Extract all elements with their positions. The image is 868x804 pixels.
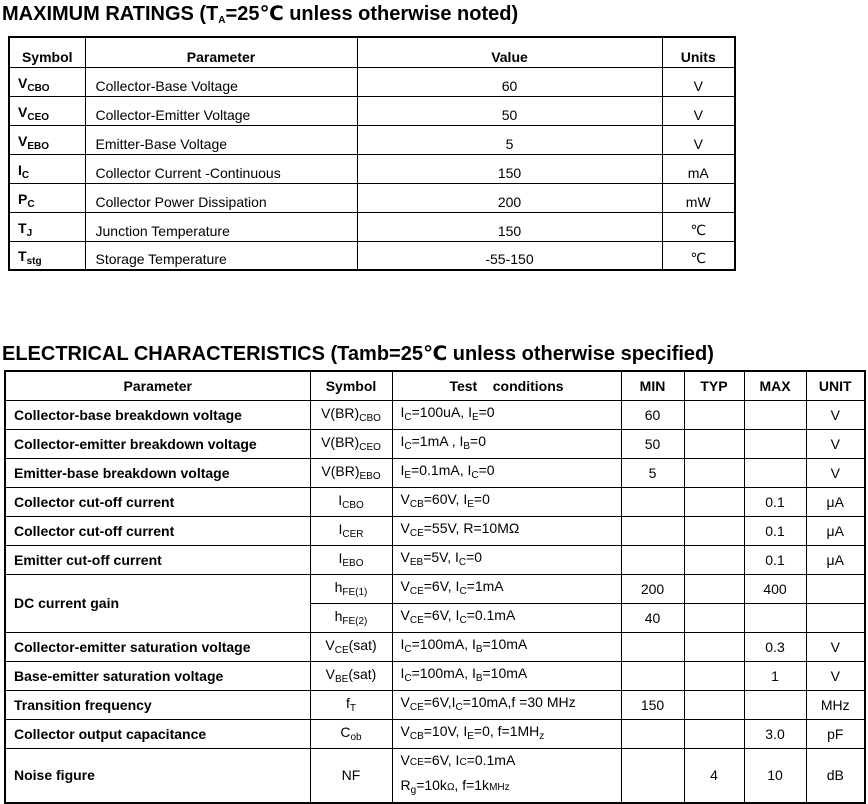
parameter-cell: Collector-Base Voltage [85,67,357,96]
units-cell: V [662,96,735,125]
symbol-cell: $C_{ob}$ [310,719,392,748]
value-cell: 150 [357,212,662,241]
unit-cell: μA [806,545,865,574]
symbol-cell: $T_J$ [9,212,85,241]
max-cell: 10 [744,748,806,803]
conditions-cell: $I_E=0.1mA$, $I_C=0$ [392,458,621,487]
conditions-cell: $V_{CE}=6V,I_C=10mA,f =30$ MHz [392,690,621,719]
conditions-cell: $I_C=100mA$, $I_B=10mA$ [392,661,621,690]
symbol-cell: NF [310,748,392,803]
conditions-cell: $V_{CE}=6V$, $I_C=0.1mA$ [392,603,621,632]
value-header: Value [357,37,662,67]
value-cell: -55-150 [357,241,662,270]
conditions-header: Test conditions [392,371,621,400]
typ-cell: 4 [684,748,744,803]
typ-cell [684,690,744,719]
min-cell [621,487,684,516]
max-header: MAX [744,371,806,400]
conditions-cell: $I_C=100mA$, $I_B=10mA$ [392,632,621,661]
max-cell [744,603,806,632]
table-row [5,400,865,429]
typ-cell [684,545,744,574]
unit-cell [806,603,865,632]
conditions-cell: $I_C=1mA$ , $I_B=0$ [392,429,621,458]
symbol-cell: $V_{CBO}$ [9,67,85,96]
typ-cell [684,487,744,516]
typ-cell [684,661,744,690]
table-row [9,212,735,241]
table-header-row [9,37,735,67]
parameter-cell: Emitter cut-off current [5,545,310,574]
table-row [5,458,865,487]
parameter-cell: Collector-emitter breakdown voltage [5,429,310,458]
parameter-cell: Collector-base breakdown voltage [5,400,310,429]
parameter-cell: Collector output capacitance [5,719,310,748]
symbol-cell: $P_C$ [9,183,85,212]
unit-cell: V [806,400,865,429]
typ-cell [684,603,744,632]
parameter-cell: Collector Power Dissipation [85,183,357,212]
parameter-header: Parameter [5,371,310,400]
typ-header: TYP [684,371,744,400]
max-cell [744,690,806,719]
units-header: Units [662,37,735,67]
table-row [5,545,865,574]
typ-cell [684,516,744,545]
parameter-cell: Transition frequency [5,690,310,719]
table-row [5,661,865,690]
min-cell: 150 [621,690,684,719]
symbol-cell: $V_{EBO}$ [9,125,85,154]
symbol-cell: $I_{EBO}$ [310,545,392,574]
min-cell: 50 [621,429,684,458]
min-cell [621,719,684,748]
symbol-cell: $V_{CE}(sat)$ [310,632,392,661]
symbol-cell: $V(BR)_{CBO}$ [310,400,392,429]
parameter-cell: Storage Temperature [85,241,357,270]
table-row [5,487,865,516]
unit-cell: V [806,429,865,458]
units-cell: ℃ [662,212,735,241]
parameter-cell: Emitter-Base Voltage [85,125,357,154]
max-cell [744,429,806,458]
unit-cell: V [806,458,865,487]
conditions-cell: $I_C=100uA$, $I_E=0$ [392,400,621,429]
min-cell [621,545,684,574]
symbol-cell: $h_{FE(2)}$ [310,603,392,632]
table-header-row [5,371,865,400]
min-cell: 60 [621,400,684,429]
parameter-cell: Collector cut-off current [5,487,310,516]
min-cell [621,516,684,545]
unit-cell: pF [806,719,865,748]
max-cell: 400 [744,574,806,603]
conditions-cell: $V_{CB}=10V$, $I_E=0$, $f=1MH_z$ [392,719,621,748]
symbol-cell: $h_{FE(1)}$ [310,574,392,603]
parameter-header: Parameter [85,37,357,67]
conditions-cell: $V_{EB}=5V$, $I_C=0$ [392,545,621,574]
units-cell: mA [662,154,735,183]
table-row [5,574,865,603]
min-cell [621,748,684,803]
max-cell: 0.1 [744,487,806,516]
table-row [9,154,735,183]
typ-cell [684,574,744,603]
table-row [5,516,865,545]
units-cell: ℃ [662,241,735,270]
table-row [9,96,735,125]
parameter-cell: DC current gain [5,574,310,632]
symbol-header: Symbol [9,37,85,67]
units-cell: mW [662,183,735,212]
parameter-cell: Collector-Emitter Voltage [85,96,357,125]
unit-header: UNIT [806,371,865,400]
min-cell: 200 [621,574,684,603]
symbol-cell: $I_{CBO}$ [310,487,392,516]
parameter-cell: Emitter-base breakdown voltage [5,458,310,487]
max-ratings-title: MAXIMUM RATINGS ($T_A=25℃$ unless otherwise noted) [2,3,519,26]
max-cell [744,458,806,487]
unit-cell: MHz [806,690,865,719]
units-cell: V [662,125,735,154]
electrical-table [4,370,866,804]
value-cell: 60 [357,67,662,96]
value-cell: 200 [357,183,662,212]
typ-cell [684,458,744,487]
table-row [9,125,735,154]
max-cell: 0.1 [744,516,806,545]
table-row [5,429,865,458]
unit-cell: V [806,632,865,661]
max-cell: 3.0 [744,719,806,748]
unit-cell: μA [806,516,865,545]
units-cell: V [662,67,735,96]
symbol-cell: $V(BR)_{CEO}$ [310,429,392,458]
max-ratings-table [8,36,736,271]
symbol-cell: $f_T$ [310,690,392,719]
unit-cell: V [806,661,865,690]
min-cell [621,632,684,661]
min-cell [621,661,684,690]
table-row [5,719,865,748]
typ-cell [684,429,744,458]
max-cell: 1 [744,661,806,690]
table-row [5,748,865,803]
value-cell: 150 [357,154,662,183]
table-row [5,632,865,661]
parameter-cell: Collector Current -Continuous [85,154,357,183]
min-header: MIN [621,371,684,400]
conditions-cell: $V_{CE}=6V$, $I_C=1mA$ [392,574,621,603]
unit-cell [806,574,865,603]
symbol-cell: $V_{CEO}$ [9,96,85,125]
max-cell [744,400,806,429]
parameter-cell: Collector cut-off current [5,516,310,545]
value-cell: 50 [357,96,662,125]
symbol-cell: $V(BR)_{EBO}$ [310,458,392,487]
symbol-cell: $I_C$ [9,154,85,183]
max-cell: 0.3 [744,632,806,661]
max-cell: 0.1 [744,545,806,574]
conditions-cell: $V_{CE}=55V$, R=10MΩ [392,516,621,545]
min-cell: 40 [621,603,684,632]
table-row [9,183,735,212]
parameter-cell: Collector-emitter saturation voltage [5,632,310,661]
symbol-header: Symbol [310,371,392,400]
table-row [5,690,865,719]
electrical-title: ELECTRICAL CHARACTERISTICS (Tamb=25℃ unless otherwise specified) [2,343,714,365]
parameter-cell: Junction Temperature [85,212,357,241]
table-row [9,241,735,270]
conditions-cell: VCE=6V, IC=0.1mA $R_g=10k\Omega$, f=1kMHz [392,748,621,803]
symbol-cell: $I_{CER}$ [310,516,392,545]
symbol-cell: $V_{BE}(sat)$ [310,661,392,690]
parameter-cell: Base-emitter saturation voltage [5,661,310,690]
typ-cell [684,719,744,748]
parameter-cell: Noise figure [5,748,310,803]
typ-cell [684,400,744,429]
min-cell: 5 [621,458,684,487]
unit-cell: μA [806,487,865,516]
value-cell: 5 [357,125,662,154]
unit-cell: dB [806,748,865,803]
table-row [9,67,735,96]
symbol-cell: $T_{stg}$ [9,241,85,270]
typ-cell [684,632,744,661]
conditions-cell: $V_{CB}=60V$, $I_E=0$ [392,487,621,516]
